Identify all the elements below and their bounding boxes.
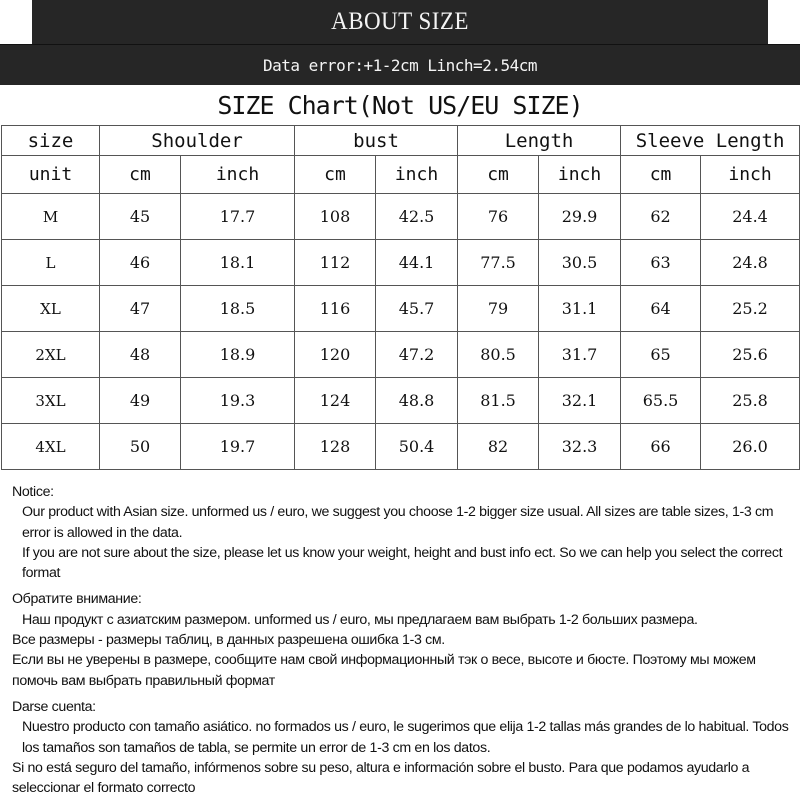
value-cell: 48 bbox=[100, 332, 181, 378]
value-cell: 50.4 bbox=[376, 424, 458, 470]
value-cell: 81.5 bbox=[458, 378, 539, 424]
value-cell: 124 bbox=[295, 378, 376, 424]
value-cell: 32.1 bbox=[539, 378, 621, 424]
unit-cell: cm bbox=[295, 156, 376, 194]
value-cell: 45.7 bbox=[376, 286, 458, 332]
notice-paragraph: Если вы не уверены в размере, сообщите нам свой информационный тэк о весе, высоте и бюсте. Поэтому мы можем помочь вам выбрать правильный формат bbox=[12, 652, 756, 689]
table-row bbox=[2, 378, 800, 424]
value-cell: 24.4 bbox=[701, 194, 800, 240]
notice-spanish bbox=[12, 697, 797, 798]
table-row bbox=[2, 194, 800, 240]
table-row bbox=[2, 424, 800, 470]
bust-header: bust bbox=[295, 126, 458, 156]
length-header: Length bbox=[458, 126, 621, 156]
size-cell: XL bbox=[2, 286, 100, 332]
notice-english bbox=[12, 482, 797, 583]
value-cell: 77.5 bbox=[458, 240, 539, 286]
about-size-banner: ABOUT SIZE bbox=[32, 0, 768, 44]
value-cell: 29.9 bbox=[539, 194, 621, 240]
notice-russian bbox=[12, 589, 797, 690]
value-cell: 18.9 bbox=[181, 332, 295, 378]
value-cell: 64 bbox=[621, 286, 701, 332]
table-row bbox=[2, 240, 800, 286]
value-cell: 44.1 bbox=[376, 240, 458, 286]
value-cell: 62 bbox=[621, 194, 701, 240]
value-cell: 66 bbox=[621, 424, 701, 470]
notice-paragraph: Our product with Asian size. unformed us / euro, we suggest you choose 1-2 bigger size usual. All sizes are table sizes, 1-3 cm error is allowed in the data. bbox=[22, 504, 774, 541]
table-row bbox=[2, 332, 800, 378]
data-error-banner: Data error:+1-2cm Linch=2.54cm bbox=[0, 44, 800, 85]
value-cell: 63 bbox=[621, 240, 701, 286]
unit-cell: cm bbox=[458, 156, 539, 194]
value-cell: 80.5 bbox=[458, 332, 539, 378]
size-cell: 3XL bbox=[2, 378, 100, 424]
value-cell: 26.0 bbox=[701, 424, 800, 470]
value-cell: 47.2 bbox=[376, 332, 458, 378]
value-cell: 31.1 bbox=[539, 286, 621, 332]
notice-heading: Notice: bbox=[12, 484, 54, 500]
value-cell: 32.3 bbox=[539, 424, 621, 470]
size-chart-title: SIZE Chart(Not US/EU SIZE) bbox=[217, 90, 583, 120]
value-cell: 31.7 bbox=[539, 332, 621, 378]
value-cell: 30.5 bbox=[539, 240, 621, 286]
size-cell: L bbox=[2, 240, 100, 286]
value-cell: 25.2 bbox=[701, 286, 800, 332]
value-cell: 25.6 bbox=[701, 332, 800, 378]
value-cell: 120 bbox=[295, 332, 376, 378]
notice-paragraph: If you are not sure about the size, please let us know your weight, height and bust info ect. So we can help you select the correct format bbox=[22, 544, 783, 582]
value-cell: 50 bbox=[100, 424, 181, 470]
notice-paragraph: Si no está seguro del tamaño, infórmenos sobre su peso, altura e información sobre el busto. Para que podamos ayudarlo a seleccionar el formato correcto bbox=[12, 759, 750, 797]
unit-cell: inch bbox=[181, 156, 295, 194]
notice-heading: Обратите внимание: bbox=[12, 591, 142, 608]
notice-heading: Darse cuenta: bbox=[12, 698, 96, 715]
table-unit-header-row bbox=[2, 156, 800, 194]
value-cell: 47 bbox=[100, 286, 181, 332]
notice-paragraph: Все размеры - размеры таблиц, в данных разрешена ошибка 1-3 см. bbox=[12, 632, 445, 649]
value-cell: 45 bbox=[100, 194, 181, 240]
size-cell: 2XL bbox=[2, 332, 100, 378]
value-cell: 42.5 bbox=[376, 194, 458, 240]
unit-cell: cm bbox=[621, 156, 701, 194]
value-cell: 25.8 bbox=[701, 378, 800, 424]
value-cell: 128 bbox=[295, 424, 376, 470]
value-cell: 65 bbox=[621, 332, 701, 378]
value-cell: 48.8 bbox=[376, 378, 458, 424]
value-cell: 46 bbox=[100, 240, 181, 286]
size-cell: 4XL bbox=[2, 424, 100, 470]
notice-paragraph: Наш продукт с азиатским размером. unformed us / euro, мы предлагаем вам выбрать 1-2 больших размера. bbox=[22, 611, 698, 628]
value-cell: 18.5 bbox=[181, 286, 295, 332]
value-cell: 18.1 bbox=[181, 240, 295, 286]
notice-paragraph: Nuestro producto con tamaño asiático. no formados us / euro, le sugerimos que elija 1-2 tallas más grandes de lo habitual. Todos los tamaños son tamaños de tabla, se permite un error de 1-3 cm en los datos. bbox=[22, 719, 789, 756]
size-table bbox=[1, 125, 800, 470]
value-cell: 19.3 bbox=[181, 378, 295, 424]
sleeve-length-header: Sleeve Length bbox=[621, 126, 800, 156]
value-cell: 112 bbox=[295, 240, 376, 286]
unit-cell: cm bbox=[100, 156, 181, 194]
unit-cell: inch bbox=[701, 156, 800, 194]
size-header: size bbox=[2, 126, 100, 156]
value-cell: 79 bbox=[458, 286, 539, 332]
value-cell: 65.5 bbox=[621, 378, 701, 424]
value-cell: 116 bbox=[295, 286, 376, 332]
table-row bbox=[2, 286, 800, 332]
size-notes bbox=[12, 482, 797, 800]
value-cell: 108 bbox=[295, 194, 376, 240]
value-cell: 19.7 bbox=[181, 424, 295, 470]
table-group-header-row bbox=[2, 126, 800, 156]
value-cell: 82 bbox=[458, 424, 539, 470]
value-cell: 17.7 bbox=[181, 194, 295, 240]
shoulder-header: Shoulder bbox=[100, 126, 295, 156]
value-cell: 49 bbox=[100, 378, 181, 424]
value-cell: 76 bbox=[458, 194, 539, 240]
unit-header: unit bbox=[2, 156, 100, 194]
unit-cell: inch bbox=[376, 156, 458, 194]
size-cell: M bbox=[2, 194, 100, 240]
unit-cell: inch bbox=[539, 156, 621, 194]
value-cell: 24.8 bbox=[701, 240, 800, 286]
